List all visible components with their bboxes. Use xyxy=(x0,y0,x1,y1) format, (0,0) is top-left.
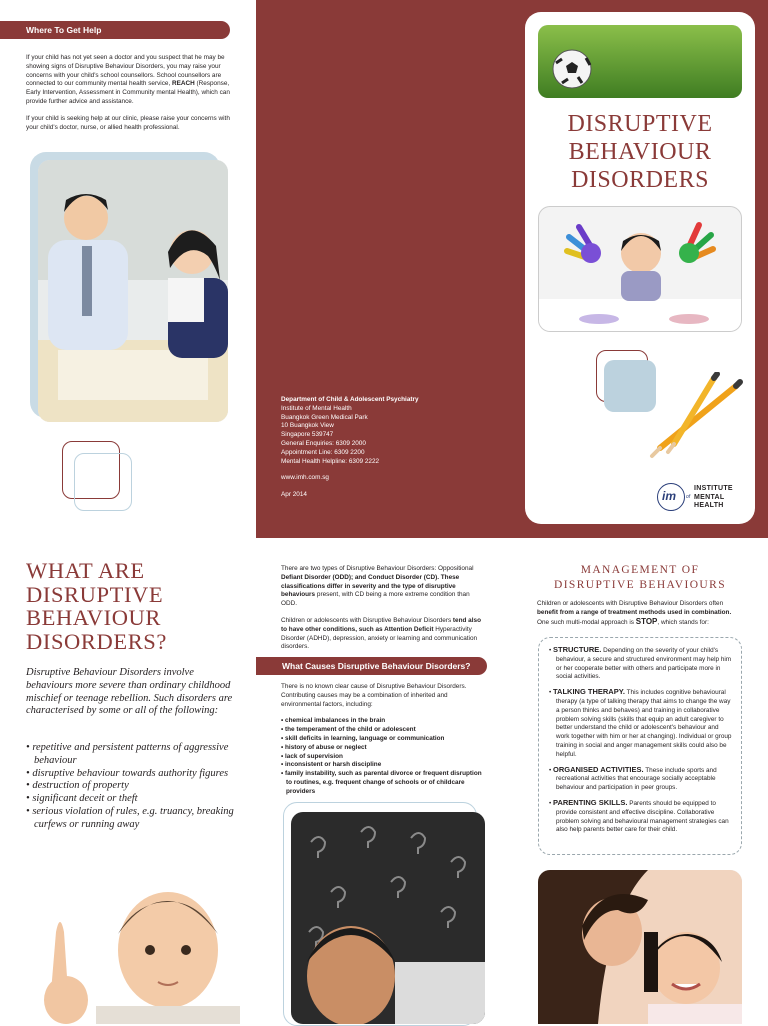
address-line: Singapore 539747 xyxy=(281,431,334,439)
address-line: Appointment Line: 6309 2200 xyxy=(281,448,365,456)
list-item: • chemical imbalances in the brain xyxy=(281,717,386,725)
imh-logo-text: INSTITUTE MENTAL HEALTH xyxy=(694,485,733,509)
address-line: 10 Buangkok View xyxy=(281,422,334,430)
logo-of-text: of xyxy=(686,494,691,500)
dbd-types-text xyxy=(281,565,486,652)
help-paragraph-2: If your child is seeking help at our clinic, please raise your concerns with your child's doctor, nurse, or allied health professional. xyxy=(26,114,230,131)
stop-list xyxy=(539,638,741,835)
soccer-field-photo xyxy=(538,25,742,98)
department-name: Department of Child & Adolescent Psychiatry xyxy=(281,396,419,403)
list-item: • serious violation of rules, e.g. truancy, breaking curfews or running away xyxy=(26,805,234,830)
help-paragraph-1: If your child has not yet seen a doctor and you suspect that he may be showing signs of Disruptive Behaviour Disorders, you may raise your concerns with your child's school counsellors. School counsellors are connected to our community mental health service, REACH (Response, Early Intervention, Assessment in Community mental Health), which can provide further advice and assistance. xyxy=(26,54,230,105)
management-title: MANAGEMENT OF DISRUPTIVE BEHAVIOURS xyxy=(554,564,726,591)
list-item: • skill deficits in learning, language or communication xyxy=(281,734,445,742)
comorbidity-paragraph: Children or adolescents with Disruptive Behaviour Disorders tend also to have other conditions, such as Attention Deficit Hyperactivity Disorder (ADHD), depression, anxiety or learning and communication disorders. xyxy=(281,616,481,651)
dbd-types-paragraph: There are two types of Disruptive Behaviour Disorders: Oppositional Defiant Disorder (ODD); and Conduct Disorder (CD). These classifications differ in severity and the type of disruptive behaviours present, with CD being a more extreme condition than ODD. xyxy=(281,565,474,608)
what-are-dbd-title: WHAT ARE DISRUPTIVE BEHAVIOUR DISORDERS? xyxy=(26,558,168,654)
address-line: Buangkok Green Medical Park xyxy=(281,413,368,421)
list-item: • destruction of property xyxy=(26,780,129,792)
stop-item-organised-activities: • ORGANISED ACTIVITIES. These include sports and recreational activities that encourage socially acceptable behaviour and participation in peer groups. xyxy=(549,764,717,792)
dbd-characteristics-list xyxy=(26,742,240,832)
stop-item-parenting-skills: • PARENTING SKILLS. Parents should be equipped to provide consistent and effective discipline. Collaborative problem solving and behavioural management strategies can also help parents better care for their child. xyxy=(549,797,729,834)
boy-raising-finger-photo xyxy=(26,872,240,1024)
stop-box xyxy=(538,637,742,855)
list-item: • disruptive behaviour towards authority figures xyxy=(26,767,229,779)
pencils-icon xyxy=(640,372,744,460)
address-line: General Enquiries: 6309 2000 xyxy=(281,439,366,447)
address-line: Institute of Mental Health xyxy=(281,404,352,412)
causes-intro: There is no known clear cause of Disruptive Behaviour Disorders. Contributing causes may be a combination of inherited and environmental factors, including: xyxy=(281,683,467,708)
list-item: • history of abuse or neglect xyxy=(281,743,367,751)
decorative-frame-icon xyxy=(74,453,132,511)
where-to-get-help-heading: Where To Get Help xyxy=(0,21,230,39)
mother-daughter-photo xyxy=(538,870,742,1024)
contact-block xyxy=(281,396,501,500)
list-item: • repetitive and persistent patterns of aggressive behaviour xyxy=(26,742,229,766)
dbd-intro: Disruptive Behaviour Disorders involve behaviours more severe than ordinary childhood mischief or teenage rebellion. Such disorders are characterised by some or all of the following: xyxy=(26,667,233,717)
where-to-get-help-text xyxy=(26,54,230,132)
list-item: • the temperament of the child or adolescent xyxy=(281,726,416,734)
list-item: • inconsistent or harsh discipline xyxy=(281,761,382,769)
causes-list xyxy=(281,717,486,796)
website-link[interactable]: www.imh.com.sg xyxy=(281,474,329,482)
cover-title: DISRUPTIVE BEHAVIOUR DISORDERS xyxy=(567,111,713,193)
list-item: • lack of supervision xyxy=(281,752,343,760)
doctor-consultation-photo xyxy=(38,160,228,422)
painted-hands-child-photo xyxy=(538,206,742,332)
address-line: Mental Health Helpline: 6309 2222 xyxy=(281,457,380,465)
list-item: • family instability, such as parental divorce or frequent disruption to routines, e.g. frequent change of schools or of childcare providers xyxy=(281,770,482,795)
what-causes-heading: What Causes Disruptive Behaviour Disorders? xyxy=(256,657,487,675)
publication-date: Apr 2014 xyxy=(281,491,307,499)
soccer-ball-icon xyxy=(553,50,591,88)
stop-item-talking-therapy: • TALKING THERAPY. This includes cognitive behavioural therapy (a type of talking therapy that aims to change the way a person thinks and behaves) and training in collaborative problem solving skills (skills that equip an adult caregiver to better understand the child or adolescent's behaviour and work together with him or her at changing). Individual or group training in social and anger management skills could also be helpful. xyxy=(549,687,732,758)
list-item: • significant deceit or theft xyxy=(26,793,138,805)
imh-logo-icon: im xyxy=(657,483,685,511)
management-intro: Children or adolescents with Disruptive Behaviour Disorders often benefit from a range of treatment methods used in combination. One such multi-modal approach is STOP, which stands for: xyxy=(537,600,732,626)
causes-text xyxy=(281,683,486,797)
thinking-boy-photo xyxy=(291,812,485,1024)
stop-item-structure: • STRUCTURE. Depending on the severity of your child's behaviour, a secure and structured environment may help him or her cooperate better with others and participate more in social activities. xyxy=(549,645,732,681)
